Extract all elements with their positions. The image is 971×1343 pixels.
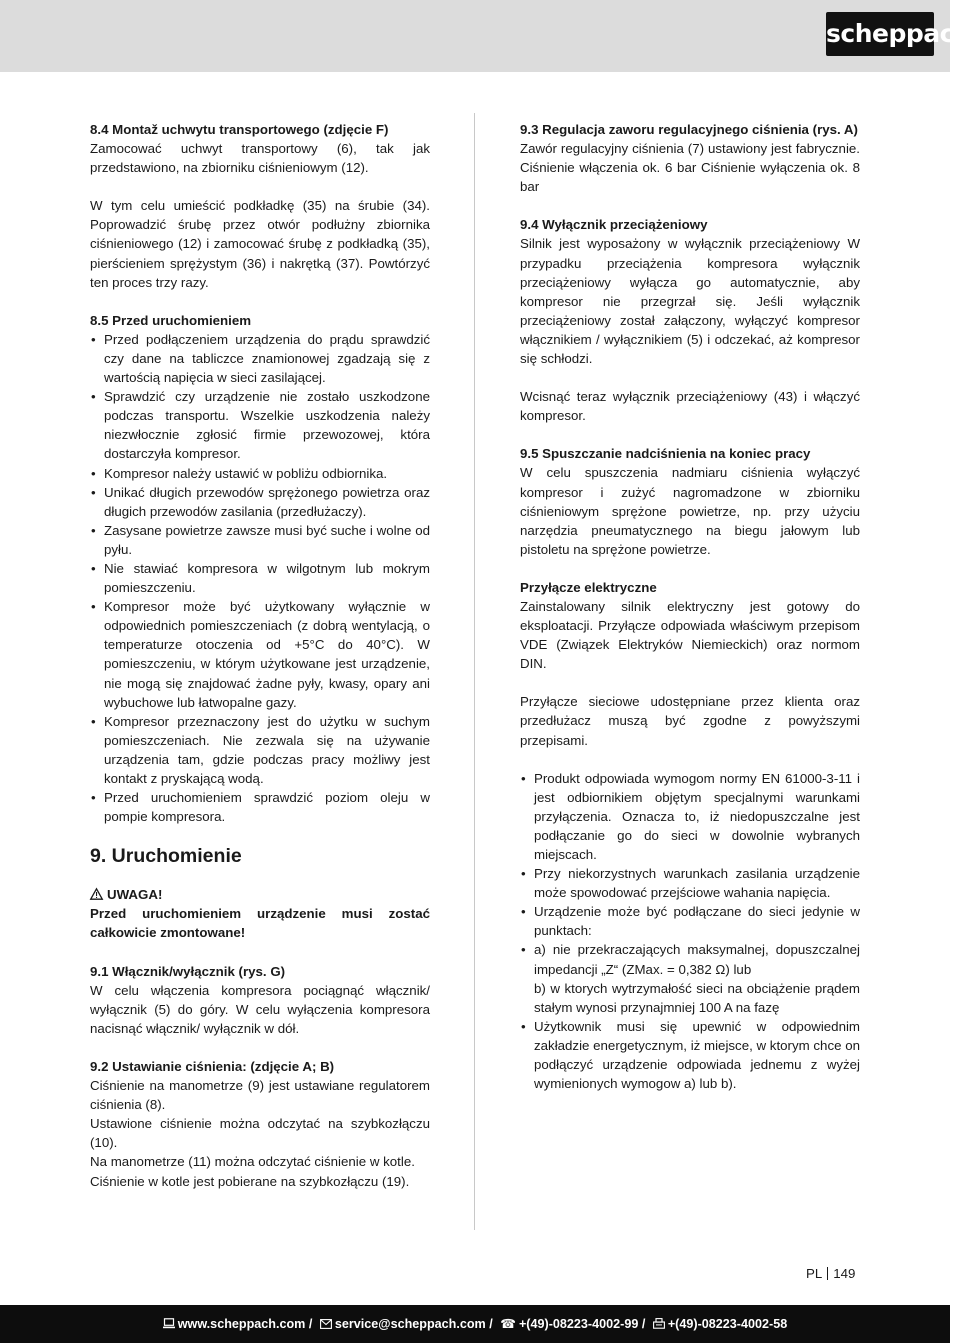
phone-icon: ☎ (500, 1317, 516, 1331)
section-9-4-paragraph: Wcisnąć teraz wyłącznik przeciążeniowy (43) i włączyć kompresor. (520, 389, 860, 424)
electrical-paragraph: Zainstalowany silnik elektryczny jest gotowy do eksploatacji. Przyłącze odpowiada właściwym przepisom VDE (Związek Elektryków Niemieckich) oraz normom DIN. (520, 598, 860, 672)
section-9-4-paragraph: Silnik jest wyposażony w wyłącznik przeciążeniowy W przypadku przeciążenia kompresora wyłącznik przeciążeniowy wyłącza go automatycznie, aby kompresor nie przegrzał się. Jeśli wyłącznik przeciążeniowy został załączony, wyłączyć kompresor włącznikiem / wyłącznikiem (5) i odczekać, aż kompresor się schłodzi. (520, 236, 860, 367)
list-item: • Urządzenie może być podłączane do sieci jedynie w punktach: (520, 902, 860, 940)
email-icon (320, 1305, 332, 1343)
section-9-2-title: 9.2 Ustawianie ciśnienia: (zdjęcie A; B) (90, 1058, 335, 1074)
section-9-3-paragraph: Zawór regulacyjny ciśnienia (7) ustawiony jest fabrycznie. Ciśnienie włączenia ok. 6 bar Ciśnienie wyłączenia ok. 8 bar (520, 141, 860, 195)
list-item-text: b) w ktorych wytrzymałość sieci na obciążenie prądem stałym wynosi przynajmniej 100 A na fazę (534, 980, 860, 1015)
warning-heading (90, 885, 430, 904)
section-9-2-paragraph: Ciśnienie na manometrze (9) jest ustawiane regulatorem ciśnienia (8). (90, 1078, 430, 1113)
section-8-5-title: 8.5 Przed uruchomieniem (90, 312, 252, 328)
warning-text: Przed uruchomieniem urządzenie musi zostać całkowicie zmontowane! (90, 906, 430, 941)
section-9-2-paragraph: Ustawione ciśnienie można odczytać na szybkozłączu (10). (90, 1116, 430, 1151)
list-item: • Kompresor może być użytkowany wyłącznie w odpowiednich pomieszczeniach (z dobrą wentylacją, o temperaturze otoczenia od +5°C do 40°C). W pomieszczeniu, w którym użytkowane jest urządzenie, nie mogą się znajdować żadne pyły, kwasy, opary ani wybuchowe lub łatwopalne gazy. (90, 597, 430, 712)
section-8-5-list (90, 330, 430, 826)
list-item: • Kompresor należy ustawić w pobliżu odbiornika. (90, 464, 430, 483)
section-9-5-paragraph: W celu spuszczenia nadmiaru ciśnienia wyłączyć kompresor i zużyć nagromadzone w zbiorniku ciśnieniowym sprężone powietrze, np. przy użyciu narzędzia pneumatycznego na biegu jałowym lub pistoletu na sprężone powietrze. (520, 465, 860, 557)
list-item: • Sprawdzić czy urządzenie nie zostało uszkodzone podczas transportu. Wszelkie uszkodzenia należy niezwłocznie zgłosić firmie przewozowej, która dostarczyła kompresor. (90, 387, 430, 463)
section-9-3-title: 9.3 Regulacja zaworu regulacyjnego ciśnienia (rys. A) (520, 122, 858, 137)
page-language: PL (806, 1266, 823, 1281)
list-item: • Produkt odpowiada wymogom normy EN 61000-3-11 i jest odbiornikiem objętym specjalnymi warunkami przyłączenia. Oznacza to, iż niedopuszczalne jest podłączanie go do sieci w dowolnie wybranych miejscach. (520, 769, 860, 864)
list-item: • Przy niekorzystnych warunkach zasilania urządzenie może spowodować przejściowe wahania napięcia. (520, 864, 860, 902)
column-divider (474, 113, 475, 1230)
footer-email[interactable]: service@scheppach.com / (334, 1317, 493, 1331)
list-item (520, 940, 860, 1016)
list-item: • Nie stawiać kompresora w wilgotnym lub mokrym pomieszczeniu. (90, 559, 430, 597)
page-number (806, 1264, 855, 1283)
warning-label: UWAGA! (107, 887, 163, 903)
electrical-list (520, 769, 860, 1094)
list-item: • Przed uruchomieniem sprawdzić poziom oleju w pompie kompresora. (90, 788, 430, 826)
list-item: • Przed podłączeniem urządzenia do prądu sprawdzić czy dane na tabliczce znamionowej zgadzają się z wartością napięcia w sieci zasilającej. (90, 330, 430, 387)
list-item: • Kompresor przeznaczony jest do użytku w suchym pomieszczeniach. Nie zezwala się na używanie urządzenia tam, gdzie podczas pracy możliwy jest kontakt z pryskającą wodą. (90, 712, 430, 788)
right-column (520, 120, 860, 1093)
warning-triangle-icon (90, 885, 103, 904)
electrical-connection-title: Przyłącze elektryczne (520, 579, 657, 595)
list-item-text: • a) nie przekraczających maksymalnej, dopuszczalnej impedancji „Z“ (ZMax. = 0,382 Ω) lub (534, 942, 860, 977)
section-9-2-paragraph: Na manometrze (11) można odczytać ciśnienie w kotle. (90, 1154, 415, 1170)
page-number-value: 149 (833, 1266, 856, 1281)
chapter-9-title: 9. Uruchomienie (90, 845, 242, 868)
section-8-4-title: 8.4 Montaž uchwytu transportowego (zdjęcie F) (90, 122, 389, 137)
footer-phone[interactable]: +(49)-08223-4002-99 / (518, 1317, 646, 1331)
computer-icon (163, 1305, 175, 1343)
left-column (90, 120, 430, 1191)
footer-bar (0, 1305, 950, 1343)
section-9-1-paragraph: W celu włączenia kompresora pociągnąć włącznik/ wyłącznik (5) do góry. W celu wyłączenia kompresora nacisnąć włącznik/ wyłącznik w dół. (90, 982, 430, 1036)
list-item: • Użytkownik musi się upewnić w odpowiednim zakładzie energetycznym, iż miejsce, w ktorym chce on podłączyć urządzenie odpowiada jednemu z wyżej wymienionych wymogow a) lub b). (520, 1017, 860, 1093)
electrical-paragraph: Przyłącze sieciowe udostępniane przez klienta oraz przedłużacz muszą być zgodne z powyższymi przepisami. (520, 694, 860, 748)
section-8-4-paragraph: W tym celu umieścić podkładkę (35) na śrubie (34). Poprowadzić śrubę przez otwór podłużny zbiornika ciśnieniowego (12) i zamocować śrubę z podkładką (35), pierścieniem sprężystym (36) i nakrętką (37). Powtórzyć ten proces trzy razy. (90, 198, 430, 290)
footer-fax: +(49)-08223-4002-58 (667, 1317, 788, 1331)
header-bar (0, 0, 971, 72)
list-item: • Unikać długich przewodów sprężonego powietrza oraz długich przewodów zasilania (przedłużaczy). (90, 483, 430, 521)
list-item: • Zasysane powietrze zawsze musi być suche i wolne od pyłu. (90, 521, 430, 559)
scheppach-logo: scheppach (826, 12, 934, 56)
section-9-2-paragraph: Ciśnienie w kotle jest pobierane na szybkozłączu (19). (90, 1173, 410, 1189)
section-8-4-paragraph: Zamocować uchwyt transportowy (6), tak jak przedstawiono, na zbiorniku ciśnieniowym (12). (90, 141, 430, 176)
section-9-1-title: 9.1 Włącznik/wyłącznik (rys. G) (90, 963, 286, 979)
footer-website[interactable]: www.scheppach.com / (177, 1317, 313, 1331)
section-9-4-title: 9.4 Wyłącznik przeciążeniowy (520, 217, 708, 233)
fax-icon (653, 1305, 665, 1343)
section-9-5-title: 9.5 Spuszczanie nadciśnienia na koniec pracy (520, 446, 811, 462)
